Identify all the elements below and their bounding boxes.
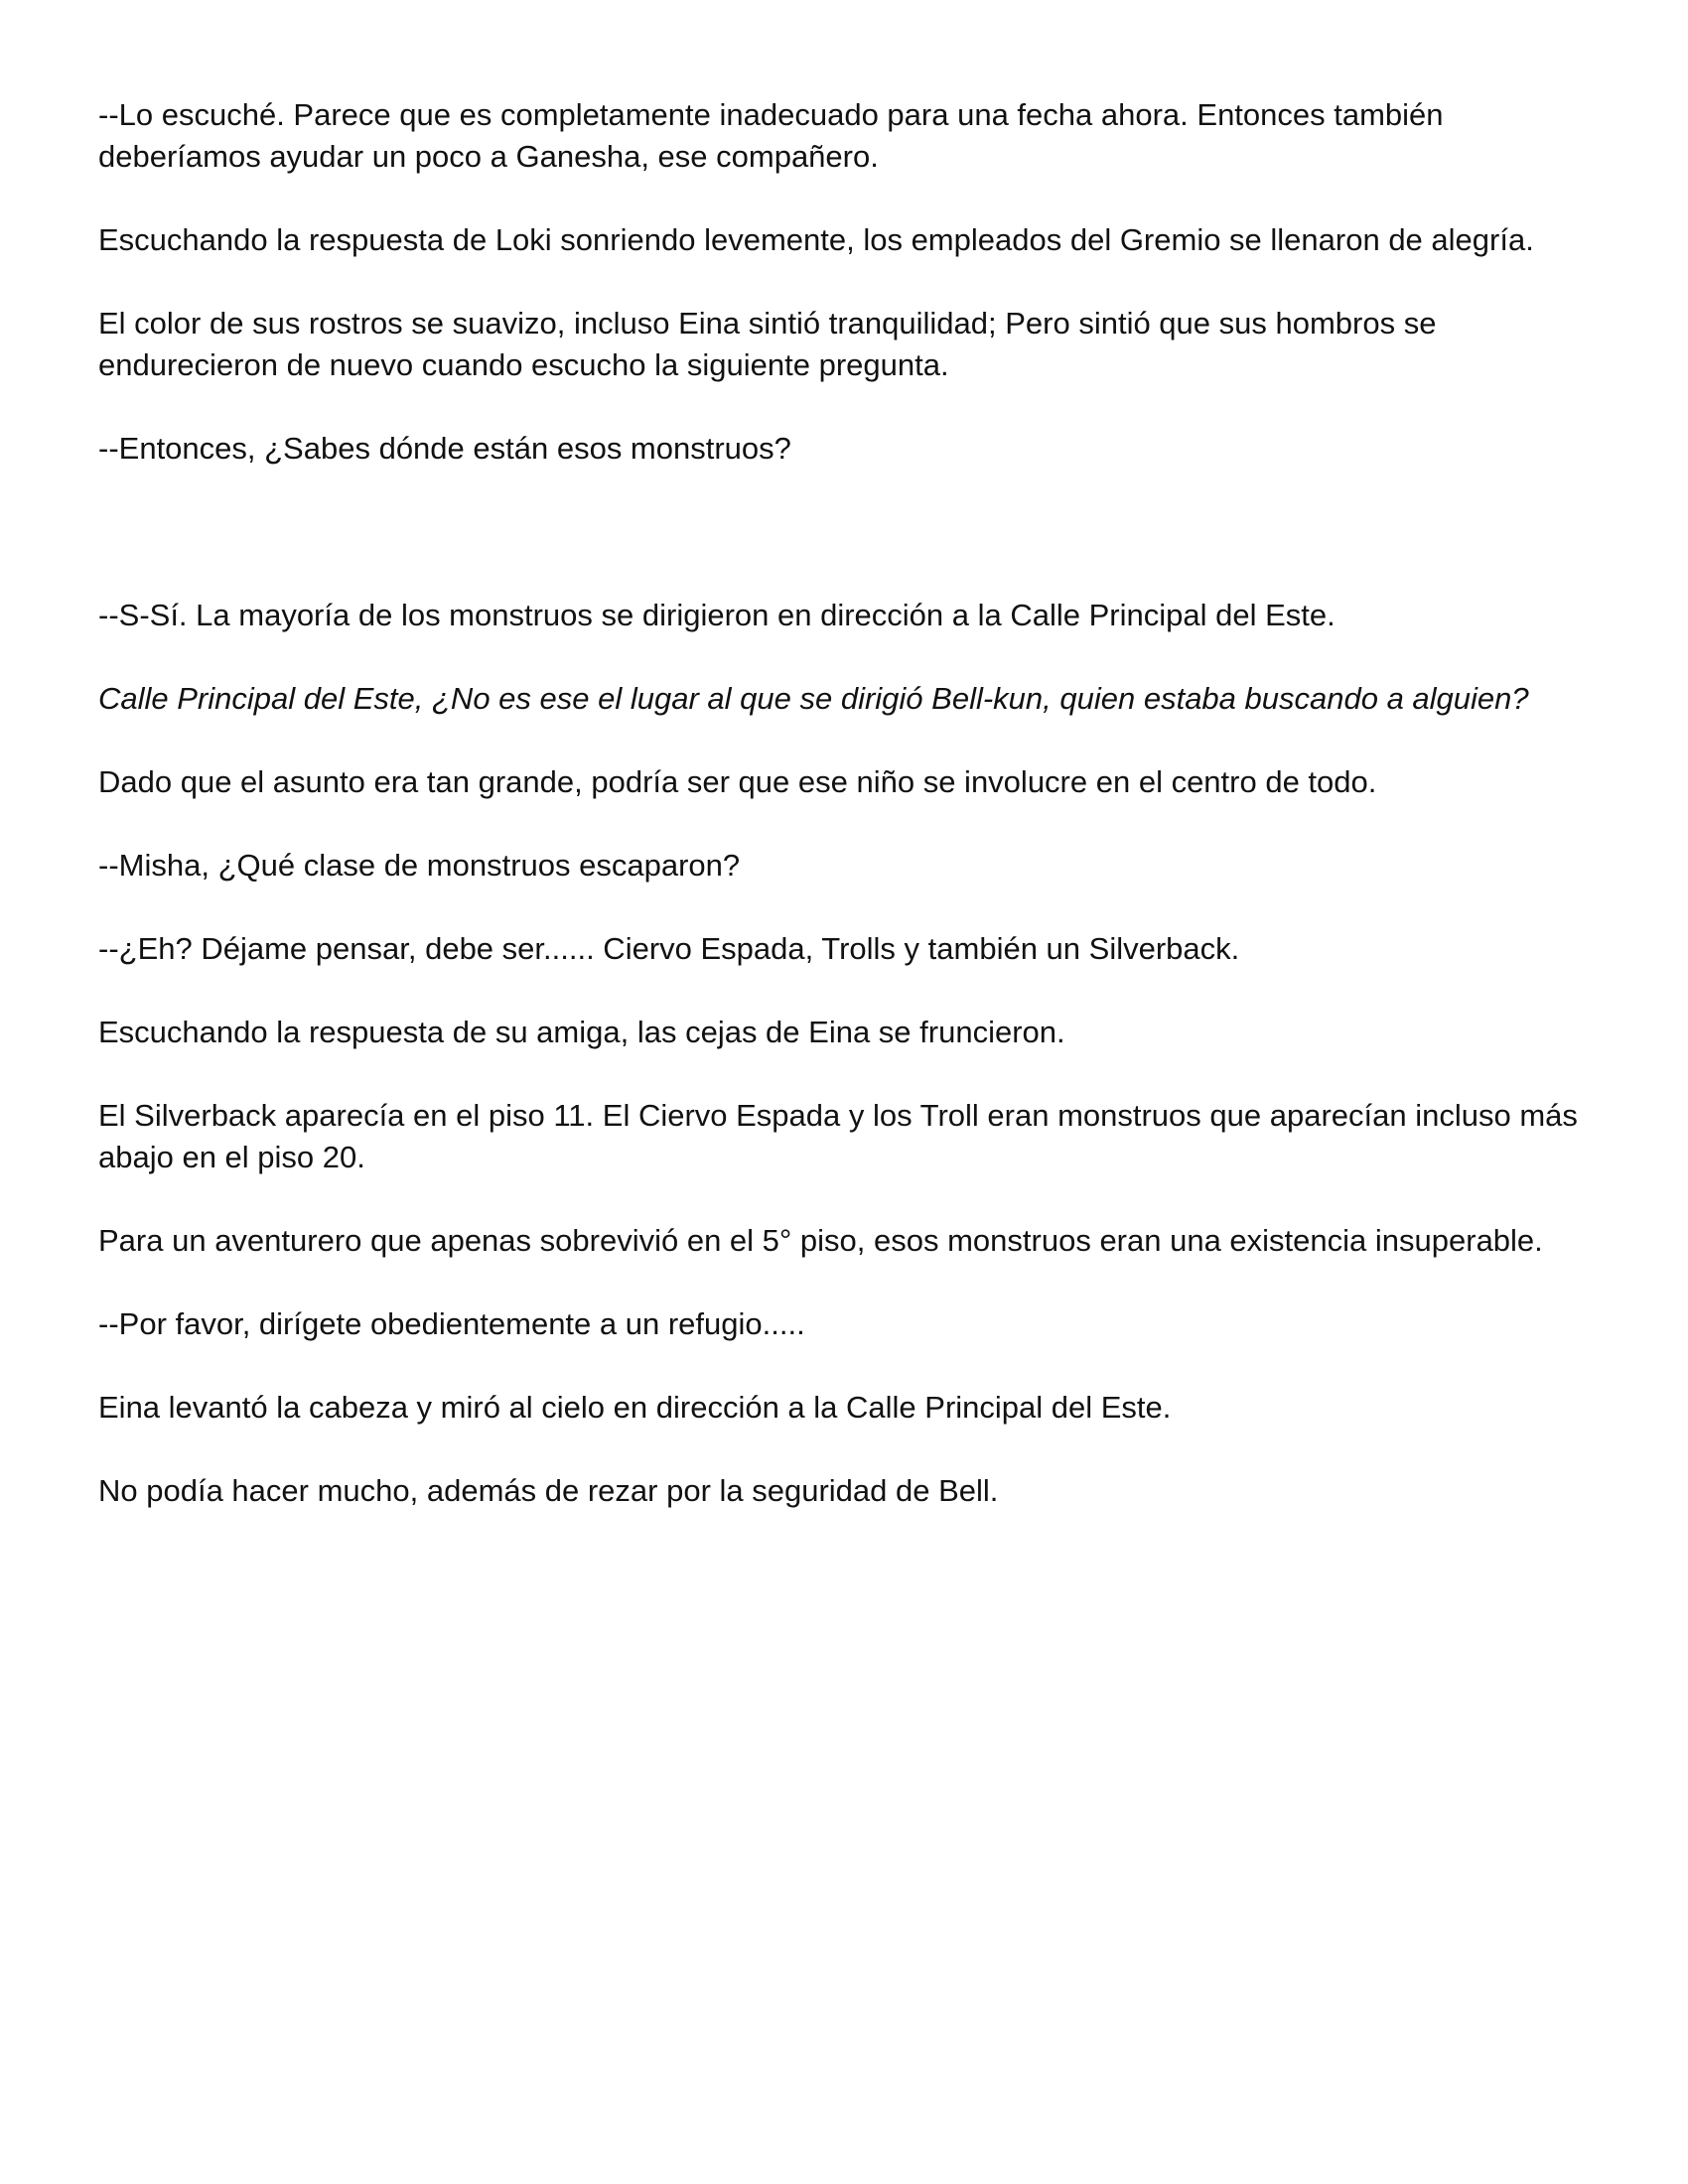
paragraph-4: --Entonces, ¿Sabes dónde están esos monstruos? (98, 431, 791, 466)
paragraph-13: --Por favor, dirígete obedientemente a un refugio..... (98, 1306, 805, 1341)
paragraph-3: El color de sus rostros se suavizo, incluso Eina sintió tranquilidad; Pero sintió que sus hombros se endurecieron de nuevo cuando escucho la siguiente pregunta. (98, 306, 1437, 382)
paragraph-7: Dado que el asunto era tan grande, podría ser que ese niño se involucre en el centro de todo. (98, 764, 1377, 799)
paragraph-5: --S-Sí. La mayoría de los monstruos se dirigieron en dirección a la Calle Principal del Este. (98, 598, 1336, 632)
paragraph-14: Eina levantó la cabeza y miró al cielo en dirección a la Calle Principal del Este. (98, 1390, 1172, 1425)
paragraph-15: No podía hacer mucho, además de rezar por la seguridad de Bell. (98, 1473, 999, 1508)
paragraph-11: El Silverback aparecía en el piso 11. El Ciervo Espada y los Troll eran monstruos que aparecían incluso más abajo en el piso 20. (98, 1098, 1578, 1174)
paragraph-2: Escuchando la respuesta de Loki sonriendo levemente, los empleados del Gremio se llenaron de alegría. (98, 222, 1534, 257)
paragraph-6-italic-thought: Calle Principal del Este, ¿No es ese el lugar al que se dirigió Bell-kun, quien estaba buscando a alguien? (98, 681, 1529, 716)
document-body (98, 94, 1588, 1554)
paragraph-9: --¿Eh? Déjame pensar, debe ser...... Ciervo Espada, Trolls y también un Silverback. (98, 931, 1240, 966)
paragraph-8: --Misha, ¿Qué clase de monstruos escaparon? (98, 848, 741, 883)
paragraph-12: Para un aventurero que apenas sobrevivió en el 5° piso, esos monstruos eran una existencia insuperable. (98, 1223, 1543, 1258)
paragraph-10: Escuchando la respuesta de su amiga, las cejas de Eina se fruncieron. (98, 1015, 1065, 1049)
paragraph-1: --Lo escuché. Parece que es completamente inadecuado para una fecha ahora. Entonces también deberíamos ayudar un poco a Ganesha, ese compañero. (98, 97, 1444, 174)
